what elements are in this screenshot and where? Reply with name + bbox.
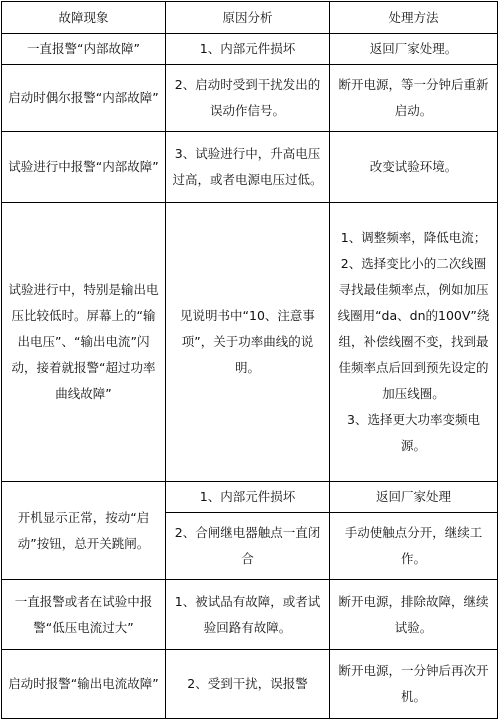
remedy-step-1: 1、调整频率，降低电流； — [340, 230, 487, 245]
table-row — [2, 482, 498, 513]
troubleshooting-table — [1, 1, 498, 719]
remedy-cell: 手动使触点分开，继续工作。 — [330, 513, 498, 580]
symptom-cell: 一直报警“内部故障” — [2, 34, 166, 65]
cause-cell: 1、被试品有故障，或者试验回路有故障。 — [166, 580, 330, 650]
cause-cell: 2、合闸继电器触点一直闭合 — [166, 513, 330, 580]
remedy-cell: 断开电源，一分钟后再次开机。 — [330, 650, 498, 719]
table-row — [2, 203, 498, 482]
symptom-cell: 启动时报警“输出电流故障” — [2, 650, 166, 719]
cause-cell: 1、内部元件损坏 — [166, 34, 330, 65]
header-cause: 原因分析 — [166, 2, 330, 34]
table-row — [2, 65, 498, 132]
header-remedy: 处理方法 — [330, 2, 498, 34]
table-header-row — [2, 2, 498, 34]
table-row — [2, 132, 498, 203]
remedy-cell: 返回厂家处理 — [330, 482, 498, 513]
cause-cell: 1、内部元件损坏 — [166, 482, 330, 513]
table-row — [2, 650, 498, 719]
symptom-cell: 试验进行中，特别是输出电压比较低时。屏幕上的“输出电压”、“输出电流”闪动，接着就报警“超过功率曲线故障” — [2, 203, 166, 482]
remedy-step-2: 2、选择变比小的二次线圈寻找最佳频率点，例如加压线圈用“da、dn的100V”绕组，补偿线圈不变，找到最佳频率点后回到预先设定的加压线圈。 — [337, 256, 490, 401]
table-row — [2, 580, 498, 650]
remedy-step-3: 3、选择更大功率变频电源。 — [347, 412, 480, 453]
remedy-cell: 返回厂家处理。 — [330, 34, 498, 65]
cause-cell: 3、试验进行中，升高电压过高，或者电源电压过低。 — [166, 132, 330, 203]
symptom-cell: 一直报警或者在试验中报警“低压电流过大” — [2, 580, 166, 650]
remedy-cell: 断开电源，排除故障，继续试验。 — [330, 580, 498, 650]
header-symptom: 故障现象 — [2, 2, 166, 34]
cause-cell: 见说明书中“10、注意事项”，关于功率曲线的说明。 — [166, 203, 330, 482]
symptom-cell: 试验进行中报警“内部故障” — [2, 132, 166, 203]
symptom-cell: 启动时偶尔报警“内部故障” — [2, 65, 166, 132]
cause-cell: 2、启动时受到干扰发出的误动作信号。 — [166, 65, 330, 132]
table-row — [2, 34, 498, 65]
remedy-cell: 断开电源，等一分钟后重新启动。 — [330, 65, 498, 132]
cause-cell: 2、受到干扰，误报警 — [166, 650, 330, 719]
remedy-cell — [330, 203, 498, 482]
remedy-cell: 改变试验环境。 — [330, 132, 498, 203]
symptom-cell: 开机显示正常，按动“启动”按钮，总开关跳闸。 — [2, 482, 166, 580]
